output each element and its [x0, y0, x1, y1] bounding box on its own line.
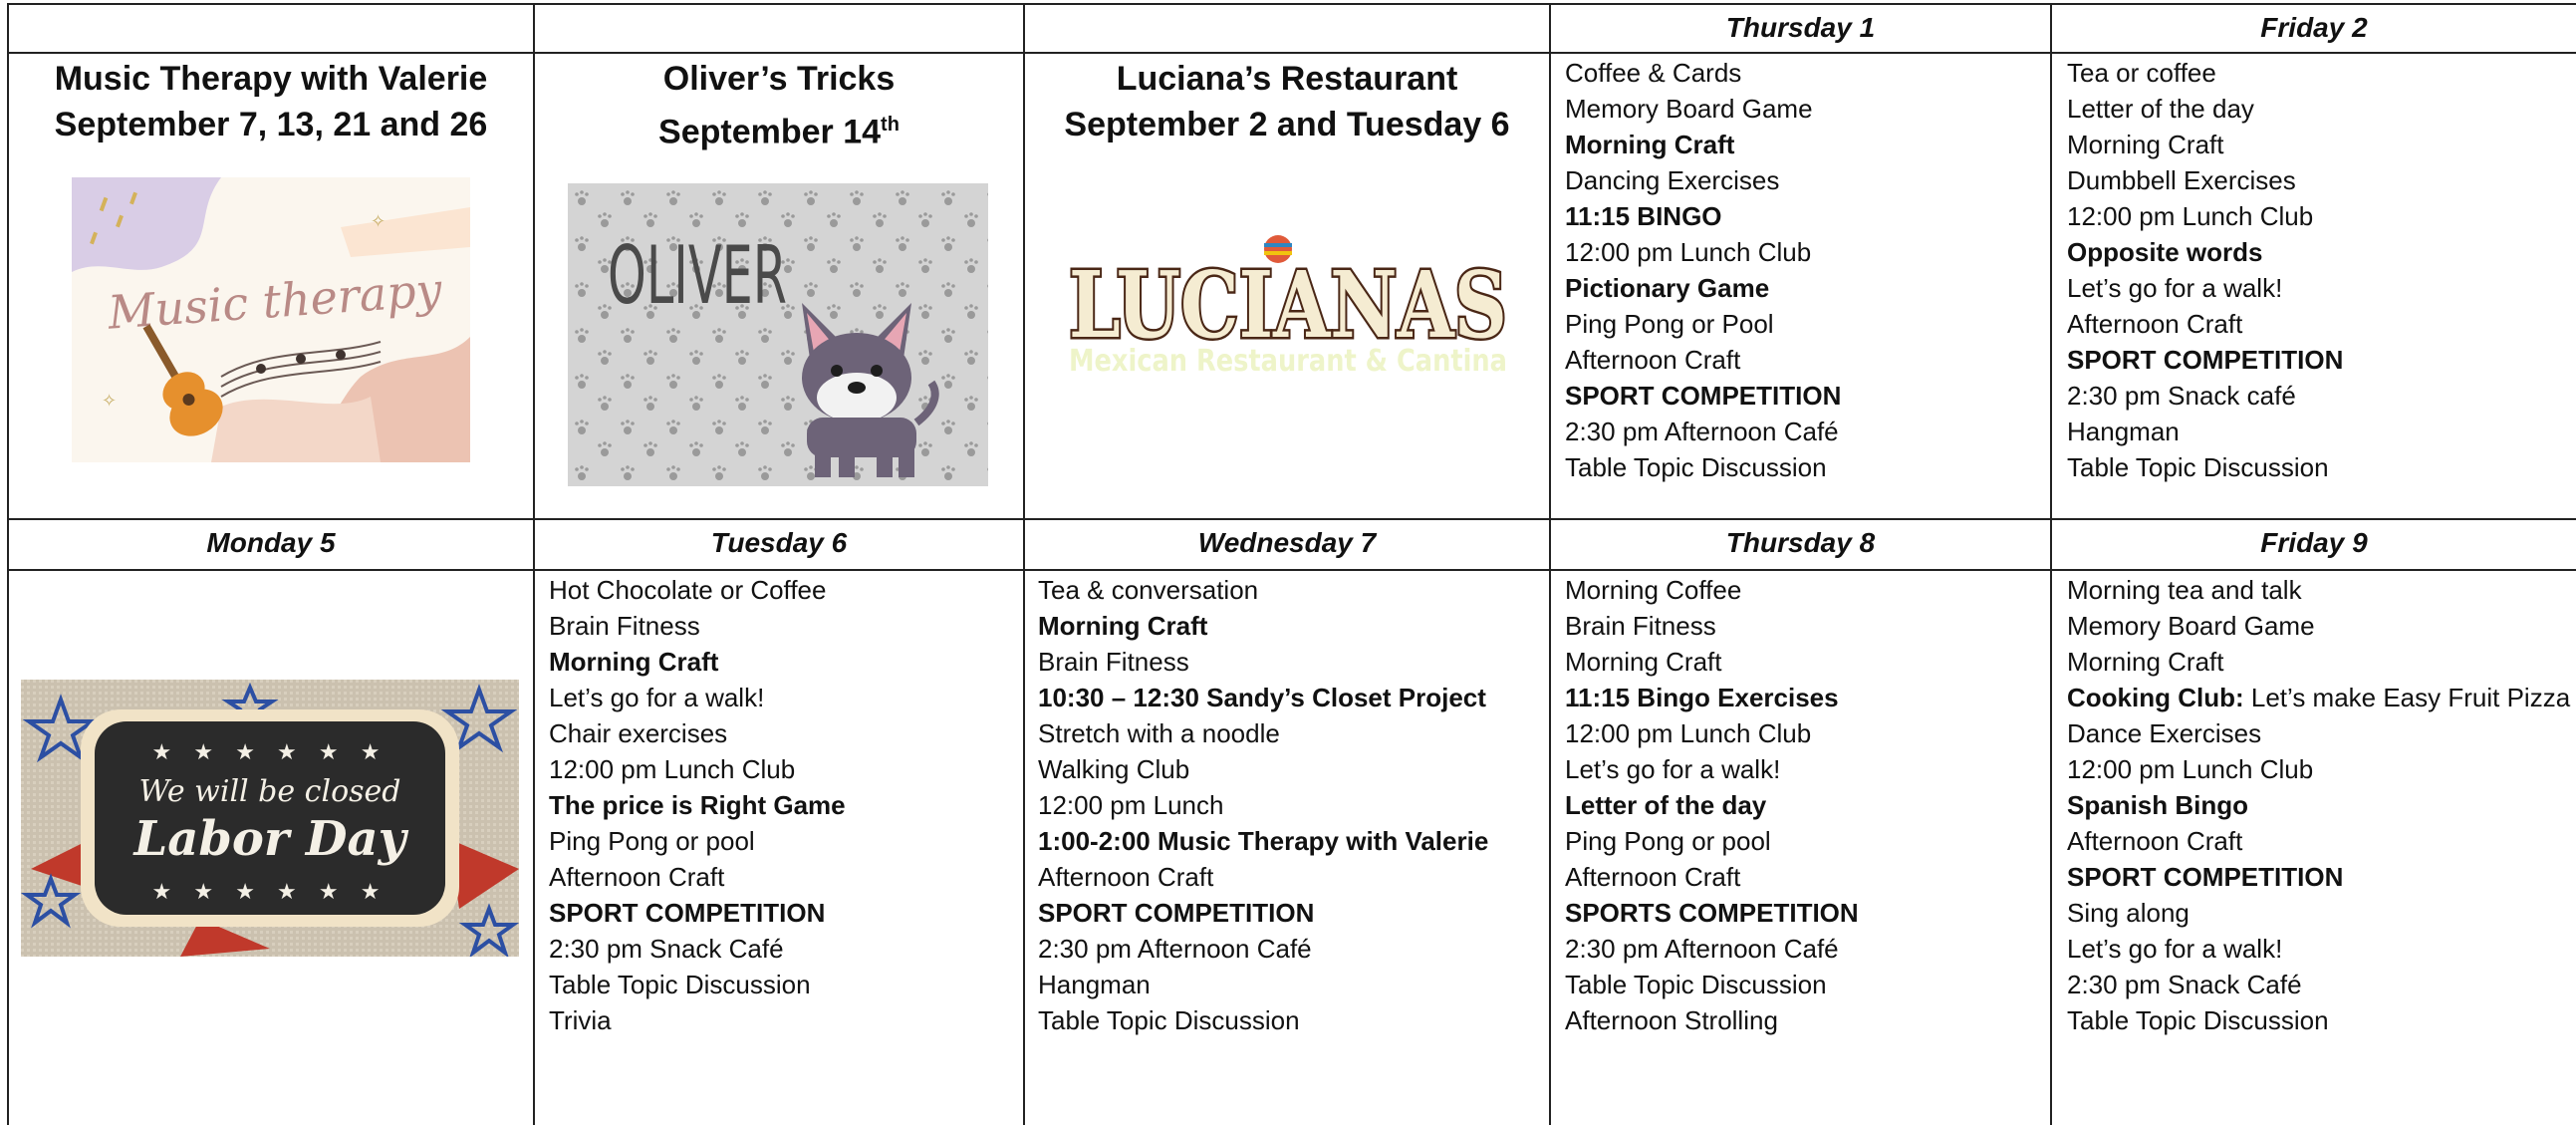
feature-title: Oliver’s Tricks — [662, 60, 896, 98]
feature-title: Luciana’s Restaurant — [1116, 60, 1458, 98]
activity-item: SPORT COMPETITION — [1038, 898, 1315, 928]
activity-item: 12:00 pm Lunch Club — [2067, 201, 2314, 231]
activity-item: Morning Craft — [2067, 647, 2224, 677]
activity-item: Ping Pong or pool — [1565, 826, 1771, 856]
activity-item: Afternoon Craft — [1565, 862, 1741, 892]
activity-item: Morning Craft — [1565, 647, 1722, 677]
activity-item: 2:30 pm Afternoon Café — [1565, 934, 1839, 964]
lucianas-logo-subtitle: Mexican Restaurant & Cantina — [1069, 344, 1507, 379]
activity-item: The price is Right Game — [549, 790, 846, 820]
activity-item: Sing along — [2067, 898, 2190, 928]
feature-lucianas-restaurant — [1025, 56, 1549, 147]
activity-item: Tea & conversation — [1038, 575, 1259, 605]
activity-item: 12:00 pm Lunch Club — [2067, 754, 2314, 784]
activity-item: Pictionary Game — [1565, 273, 1770, 303]
activity-item: Trivia — [549, 1005, 612, 1035]
activity-item: Let’s go for a walk! — [2067, 934, 2283, 964]
activity-item: SPORT COMPETITION — [549, 898, 826, 928]
feature-dates: September 2 and Tuesday 6 — [1064, 106, 1510, 143]
feature-olivers-tricks — [535, 56, 1023, 154]
activity-item: 1:00-2:00 Music Therapy with Valerie — [1038, 826, 1489, 856]
lucianas-logo — [1064, 219, 1512, 384]
day-header-thursday-1: Thursday 1 — [1725, 12, 1876, 43]
activity-item: Walking Club — [1038, 754, 1190, 784]
feature-title: Music Therapy with Valerie — [54, 60, 488, 98]
activity-item: 2:30 pm Snack Café — [2067, 970, 2302, 999]
activity-item: Morning Craft — [1565, 130, 1735, 159]
activity-list-thursday-8 — [1565, 572, 1859, 1038]
activity-item: 11:15 Bingo Exercises — [1565, 683, 1839, 712]
activity-item: Dumbbell Exercises — [2067, 165, 2296, 195]
activity-item: Brain Fitness — [1038, 647, 1189, 677]
activity-item: Brain Fitness — [549, 611, 700, 641]
day-header-thursday-8: Thursday 8 — [1725, 527, 1876, 558]
activity-item: Let’s go for a walk! — [2067, 273, 2283, 303]
activity-item: Let’s go for a walk! — [1565, 754, 1781, 784]
activity-item: Spanish Bingo — [2067, 790, 2248, 820]
svg-text:★ ★ ★ ★ ★ ★: ★ ★ ★ ★ ★ ★ — [151, 879, 388, 904]
activity-item: 10:30 – 12:30 Sandy’s Closet Project — [1038, 683, 1486, 712]
grid-line — [7, 52, 2576, 54]
oliver-image — [568, 183, 988, 486]
activity-item: Afternoon Craft — [2067, 309, 2243, 339]
activity-item: Memory Board Game — [2067, 611, 2315, 641]
feature-music-therapy — [9, 56, 533, 147]
activity-list-friday-9 — [2067, 572, 2570, 1038]
activity-item: Hangman — [1038, 970, 1151, 999]
activity-item-bold-label: Cooking Club: — [2067, 683, 2244, 712]
activity-list-tuesday-6 — [549, 572, 846, 1038]
activity-item: SPORT COMPETITION — [2067, 862, 2344, 892]
music-therapy-image — [72, 177, 470, 462]
music-therapy-image-text: Music therapy — [106, 262, 444, 340]
lucianas-logo-text: LUCIANAS — [1069, 251, 1507, 359]
oliver-image-text: OLIVER — [608, 229, 787, 322]
activity-item: Afternoon Craft — [549, 862, 725, 892]
activity-item: SPORTS COMPETITION — [1565, 898, 1859, 928]
svg-text:✧: ✧ — [102, 391, 118, 411]
activity-item: 12:00 pm Lunch Club — [1565, 718, 1812, 748]
feature-dates: September 7, 13, 21 and 26 — [54, 106, 488, 143]
activity-item: Tea or coffee — [2067, 58, 2216, 88]
grid-line — [7, 569, 2576, 571]
feature-dates-wrap — [535, 102, 1023, 154]
day-header-wednesday-7: Wednesday 7 — [1197, 527, 1377, 558]
activity-item: 2:30 pm Afternoon Café — [1565, 417, 1839, 446]
day-header-tuesday-6: Tuesday 6 — [710, 527, 848, 558]
activity-item: 2:30 pm Snack Café — [549, 934, 784, 964]
activity-item: Dance Exercises — [2067, 718, 2262, 748]
svg-text:★ ★ ★ ★ ★ ★: ★ ★ ★ ★ ★ ★ — [151, 739, 388, 764]
activity-item: Hot Chocolate or Coffee — [549, 575, 827, 605]
activity-item: Afternoon Craft — [2067, 826, 2243, 856]
activity-item: Afternoon Craft — [1038, 862, 1214, 892]
activity-item: Ping Pong or Pool — [1565, 309, 1774, 339]
labor-day-line-2: Labor Day — [133, 811, 406, 867]
activity-item: Morning tea and talk — [2067, 575, 2302, 605]
activity-item: 12:00 pm Lunch Club — [1565, 237, 1812, 267]
activity-item: Table Topic Discussion — [1038, 1005, 1300, 1035]
activity-item: Table Topic Discussion — [2067, 1005, 2329, 1035]
svg-text:✧: ✧ — [371, 211, 386, 231]
activity-item: Table Topic Discussion — [2067, 452, 2329, 482]
date-superscript: th — [881, 114, 900, 136]
feature-dates: September 14 — [658, 113, 882, 151]
activity-item: Chair exercises — [549, 718, 728, 748]
activity-item-detail: Let’s make Easy Fruit Pizza — [2243, 683, 2571, 712]
day-header-monday-5: Monday 5 — [206, 527, 336, 558]
activity-item: Table Topic Discussion — [1565, 452, 1827, 482]
activity-item: Dancing Exercises — [1565, 165, 1780, 195]
activity-item: 2:30 pm Afternoon Café — [1038, 934, 1312, 964]
labor-day-image — [21, 680, 519, 957]
labor-day-line-1: We will be closed — [138, 774, 401, 809]
activity-item: Coffee & Cards — [1565, 58, 1742, 88]
activity-item: Morning Craft — [2067, 130, 2224, 159]
activity-item: Afternoon Strolling — [1565, 1005, 1778, 1035]
activity-item: Letter of the day — [2067, 94, 2254, 124]
activity-item: SPORT COMPETITION — [1565, 381, 1842, 411]
activity-item: SPORT COMPETITION — [2067, 345, 2344, 375]
activity-item: Brain Fitness — [1565, 611, 1716, 641]
activity-item: Opposite words — [2067, 237, 2263, 267]
activity-item: Table Topic Discussion — [1565, 970, 1827, 999]
activity-item: Let’s go for a walk! — [549, 683, 765, 712]
activity-item — [2067, 680, 2570, 715]
activity-item: Memory Board Game — [1565, 94, 1813, 124]
activity-item: Stretch with a noodle — [1038, 718, 1280, 748]
activity-item: Ping Pong or pool — [549, 826, 755, 856]
activity-item: 2:30 pm Snack café — [2067, 381, 2296, 411]
activity-item: 11:15 BINGO — [1565, 201, 1722, 231]
activity-item: Letter of the day — [1565, 790, 1767, 820]
activity-list-thursday-1 — [1565, 55, 1841, 485]
activity-item: Table Topic Discussion — [549, 970, 811, 999]
day-header-friday-9: Friday 9 — [2260, 527, 2368, 558]
activity-item: Morning Craft — [549, 647, 719, 677]
activity-list-wednesday-7 — [1038, 572, 1488, 1038]
activity-item: 12:00 pm Lunch — [1038, 790, 1224, 820]
activity-item: Hangman — [2067, 417, 2180, 446]
activity-item: Afternoon Craft — [1565, 345, 1741, 375]
activity-item: 12:00 pm Lunch Club — [549, 754, 796, 784]
activity-item: Morning Craft — [1038, 611, 1208, 641]
day-header-friday-2: Friday 2 — [2260, 12, 2368, 43]
activity-list-friday-2 — [2067, 55, 2343, 485]
activity-item: Morning Coffee — [1565, 575, 1742, 605]
